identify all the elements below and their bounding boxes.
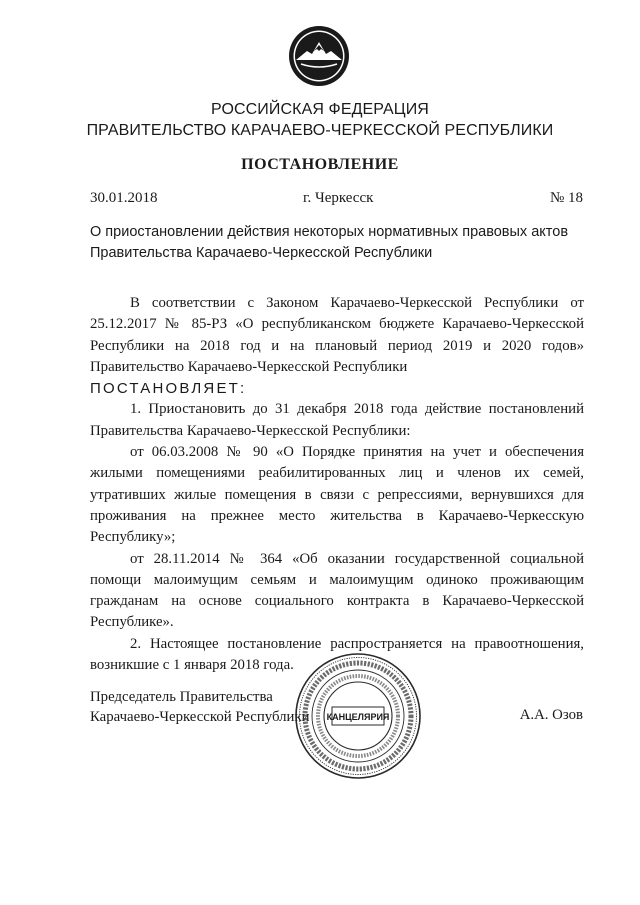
signatory-title-line-2: Карачаево-Черкесской Республики bbox=[90, 709, 310, 725]
preamble-paragraph: В соответствии с Законом Карачаево-Черкесской Республики от 25.12.2017 № 85-РЗ «О республиканском бюджете Карачаево-Черкесской Республики на 2018 год и на плановый период 2019 и 2020 годов» Правительство Карачаево-Черкесской Республики bbox=[90, 295, 584, 375]
item-1-paragraph: 1. Приостановить до 31 декабря 2018 года действие постановлений Правительства Карачаево-Черкесской Республики: bbox=[90, 401, 584, 439]
item-1b-paragraph: от 28.11.2014 № 364 «Об оказании государственной социальной помощи малоимущим семьям и малоимущим одиноко проживающим гражданам на основе социального контракта в Карачаево-Черкесской Республике». bbox=[90, 550, 584, 631]
republic-emblem-icon bbox=[287, 24, 351, 88]
document-subject: О приостановлении действия некоторых нормативных правовых актов Правительства Карачаево-Черкесской Республики bbox=[90, 224, 569, 261]
document-type-title: ПОСТАНОВЛЕНИЕ bbox=[241, 156, 399, 173]
signatory-title bbox=[90, 687, 310, 727]
decree-keyword: ПОСТАНОВЛЯЕТ: bbox=[90, 380, 247, 398]
country-heading: РОССИЙСКАЯ ФЕДЕРАЦИЯ bbox=[211, 101, 429, 118]
item-1a-paragraph: от 06.03.2008 № 90 «О Порядке принятия на учет и обеспечения жилыми помещениями реабилитированных лиц и членов их семей, утративших жилые помещения в связи с репрессиями, вернувшихся для проживания на прежнее место жительства в Карачаево-Черкесскую Республику»; bbox=[90, 444, 584, 546]
document-date: 30.01.2018 bbox=[90, 190, 158, 206]
document-number: № 18 bbox=[549, 190, 583, 206]
document-body bbox=[90, 293, 584, 676]
document-city: г. Черкесск bbox=[303, 190, 374, 206]
signatory-title-line-1: Председатель Правительства bbox=[90, 689, 273, 705]
signatory-name: А.А. Озов bbox=[519, 707, 583, 723]
government-heading: ПРАВИТЕЛЬСТВО КАРАЧАЕВО-ЧЕРКЕССКОЙ РЕСПУБЛИКИ bbox=[86, 122, 554, 139]
item-2-paragraph: 2. Настоящее постановление распространяется на правоотношения, возникшие с 1 января 2018 года. bbox=[90, 635, 584, 674]
official-seal-icon bbox=[292, 650, 424, 782]
seal-center-text: КАНЦЕЛЯРИЯ bbox=[326, 712, 390, 722]
